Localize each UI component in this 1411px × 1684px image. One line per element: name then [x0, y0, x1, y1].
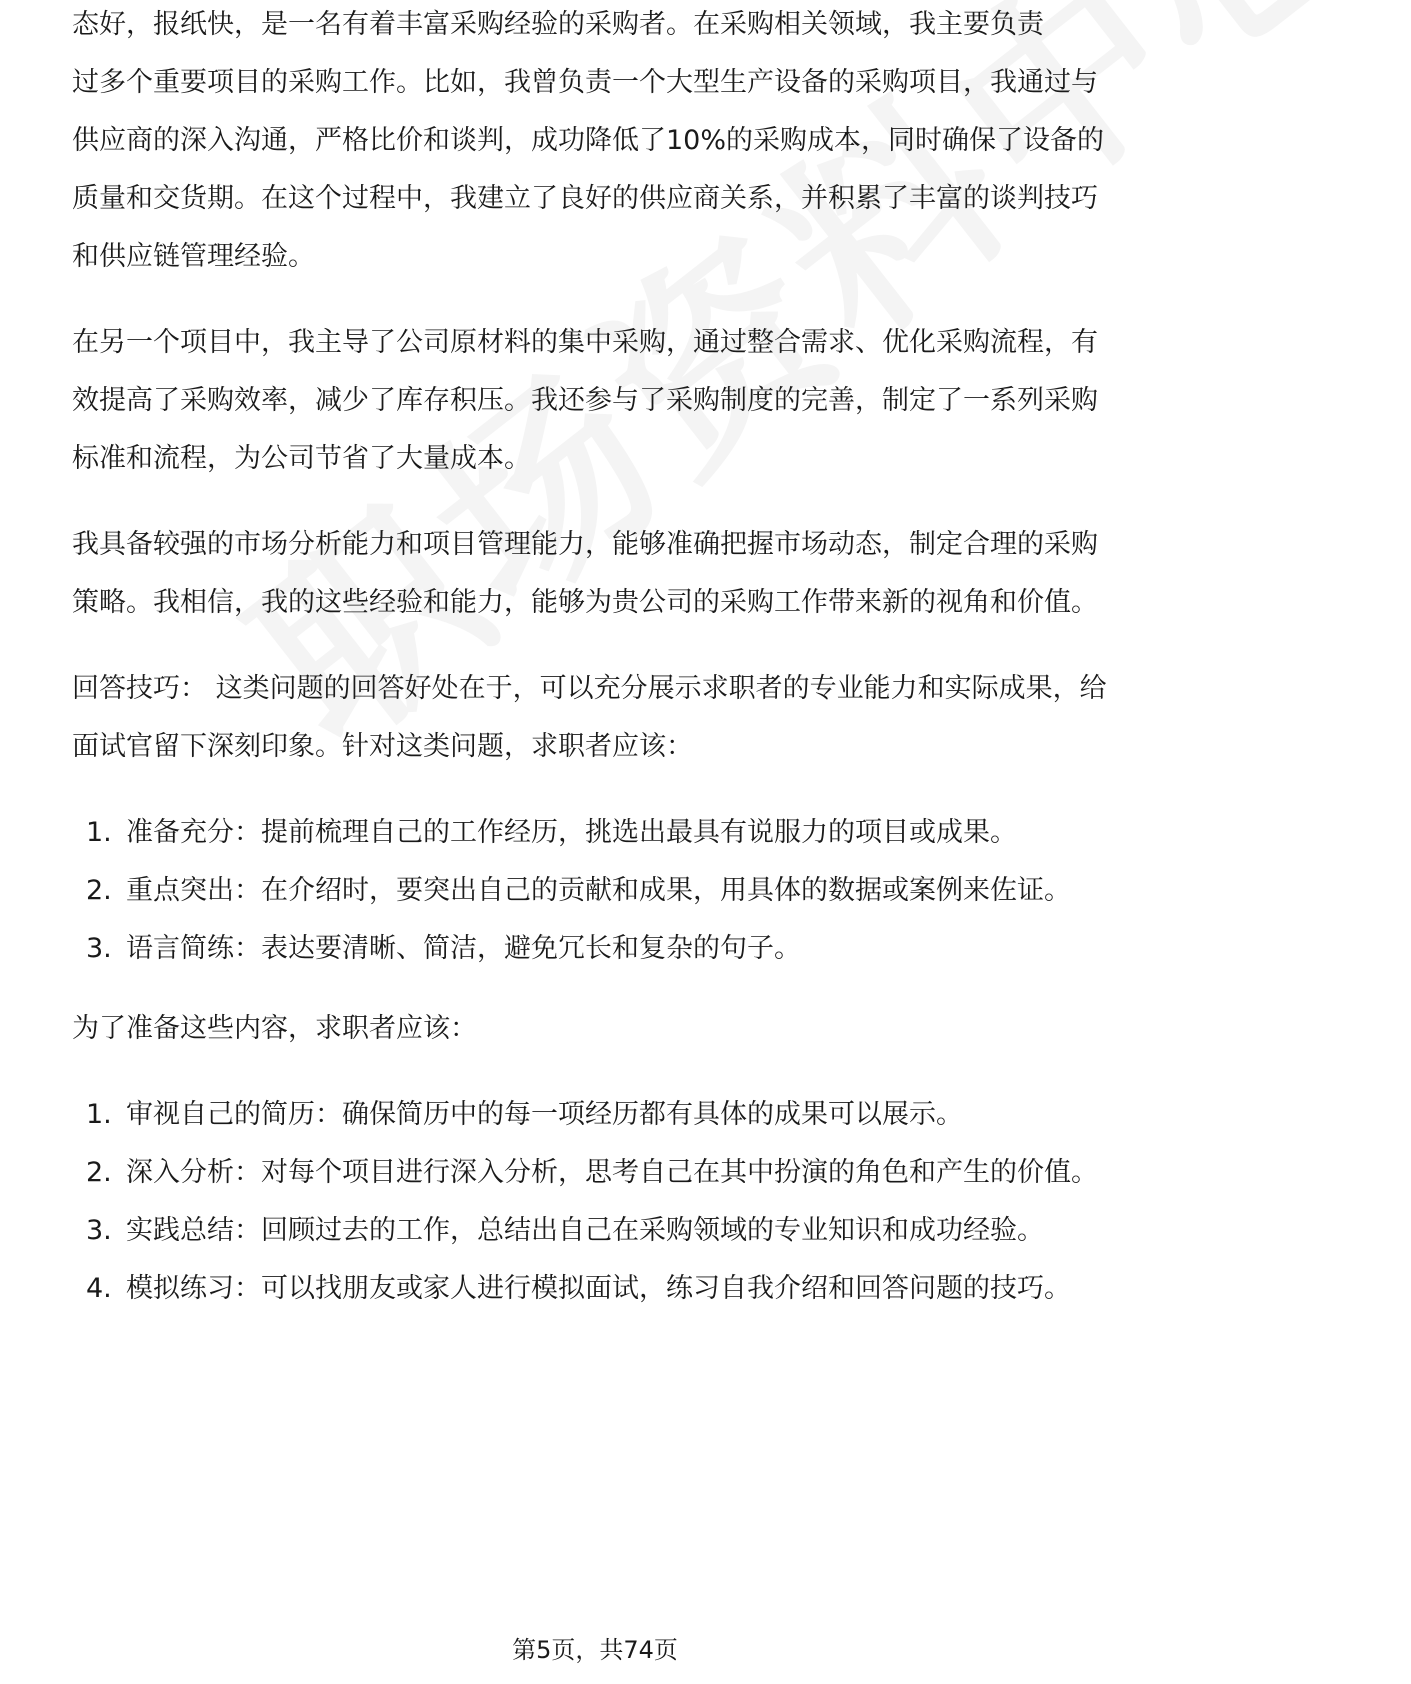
clipped-top-line — [72, 9, 1122, 54]
list-item: 3. 实践总结：回顾过去的工作，总结出自己在采购领域的专业知识和成功经验。 — [86, 1215, 1044, 1246]
paragraph-answer-tips: 回答技巧： 这类问题的回答好处在于，可以充分展示求职者的专业能力和实际成果，给面试官留下深刻印象。针对这类问题，求职者应该： — [72, 673, 1107, 762]
list-item: 2. 深入分析：对每个项目进行深入分析，思考自己在其中扮演的角色和产生的价值。 — [86, 1157, 1098, 1188]
preparation-list — [72, 1086, 1122, 1318]
list-item: 2. 重点突出：在介绍时，要突出自己的贡献和成果，用具体的数据或案例来佐证。 — [86, 875, 1071, 906]
document-body — [72, 9, 1122, 1340]
list-item: 1. 准备充分：提前梳理自己的工作经历，挑选出最具有说服力的项目或成果。 — [86, 817, 1017, 848]
list-item: 4. 模拟练习：可以找朋友或家人进行模拟面试，练习自我介绍和回答问题的技巧。 — [86, 1273, 1071, 1304]
page-number-footer: 第5页，共74页 — [512, 1636, 678, 1664]
clipped-top-line-text: 态好，报纸快，是一名有着丰富采购经验的采购者。在采购相关领域，我主要负责 — [72, 9, 1044, 40]
paragraph-preparation: 为了准备这些内容，求职者应该： — [72, 1013, 477, 1044]
tips-list — [72, 804, 1122, 978]
list-item: 1. 审视自己的简历：确保简历中的每一项经历都有具体的成果可以展示。 — [86, 1099, 963, 1130]
paragraph-procurement-experience: 过多个重要项目的采购工作。比如，我曾负责一个大型生产设备的采购项目，我通过与供应商的深入沟通，严格比价和谈判，成功降低了10%的采购成本，同时确保了设备的质量和交货期。在这个过程中，我建立了良好的供应商关系，并积累了丰富的谈判技巧和供应链管理经验。 — [72, 67, 1105, 272]
list-item: 3. 语言简练：表达要清晰、简洁，避免冗长和复杂的句子。 — [86, 933, 801, 964]
paragraph-abilities: 我具备较强的市场分析能力和项目管理能力，能够准确把握市场动态，制定合理的采购策略。我相信，我的这些经验和能力，能够为贵公司的采购工作带来新的视角和价值。 — [72, 529, 1098, 618]
paragraph-centralized-purchasing: 在另一个项目中，我主导了公司原材料的集中采购，通过整合需求、优化采购流程，有效提高了采购效率，减少了库存积压。我还参与了采购制度的完善，制定了一系列采购标准和流程，为公司节省了大量成本。 — [72, 327, 1098, 474]
